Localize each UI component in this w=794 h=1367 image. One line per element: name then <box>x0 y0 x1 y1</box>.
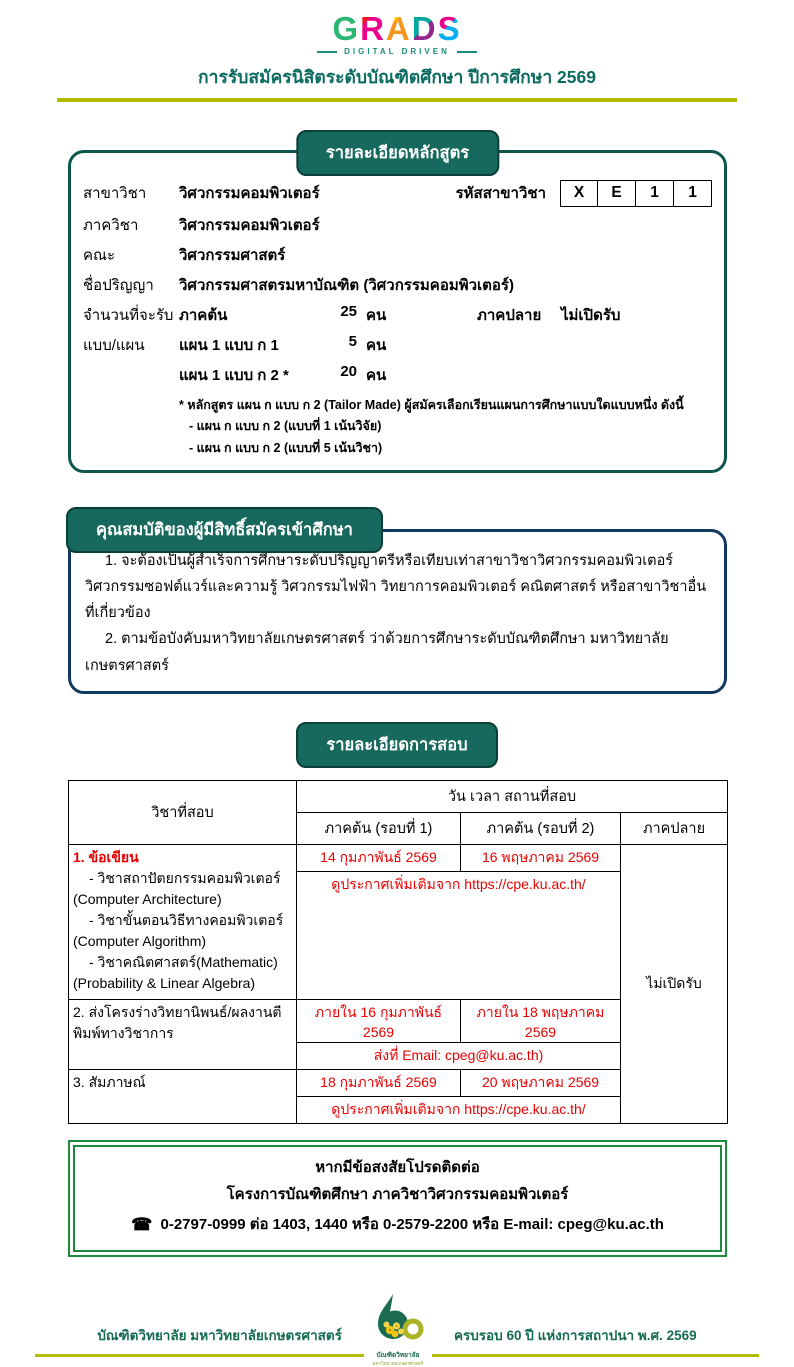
intake-term1-label: ภาคต้น <box>179 306 228 324</box>
contact-line2: โครงการบัณฑิตศึกษา ภาควิชาวิศวกรรมคอมพิวเตอร์ <box>226 1186 569 1204</box>
exam-col-term1-round2: ภาคต้น (รอบที่ 2) <box>461 812 621 844</box>
plan1-unit: คน <box>366 336 387 354</box>
department-value: วิศวกรรมคอมพิวเตอร์ <box>179 216 320 234</box>
footer-left-text: บัณฑิตวิทยาลัย มหาวิทยาลัยเกษตรศาสตร์ <box>35 1324 364 1357</box>
written-subitem: - วิชาสถาปัตยกรรมคอมพิวเตอร์ <box>89 869 281 886</box>
written-subitem: - วิชาขั้นตอนวิธีทางคอมพิวเตอร์ <box>89 911 284 928</box>
plan2-name: แผน 1 แบบ ก 2 * <box>179 366 289 384</box>
proposal-note: ส่งที่ Email: cpeg@ku.ac.th) <box>297 1042 621 1069</box>
interview-date-round1: 18 กุมภาพันธ์ 2569 <box>297 1069 461 1096</box>
program-row-plan2 <box>83 360 712 390</box>
qualification-item: 2. ตามข้อบังคับมหาวิทยาลัยเกษตรศาสตร์ ว่าด้วยการศึกษาระดับบัณฑิตศึกษา มหาวิทยาลัยเกษตรศาสตร์ <box>85 631 669 674</box>
faculty-value: วิศวกรรมศาสตร์ <box>179 246 286 264</box>
intake-term2-value: ไม่เปิดรับ <box>561 306 621 324</box>
proposal-date-round1: ภายใน 16 กุมภาพันธ์ 2569 <box>297 999 461 1042</box>
written-note: ดูประกาศเพิ่มเติมจาก https://cpe.ku.ac.th/ <box>297 871 621 999</box>
contact-phone-email: 0-2797-0999 ต่อ 1403, 1440 หรือ 0-2579-2200 หรือ E-mail: cpeg@ku.ac.th <box>160 1216 664 1234</box>
interview-date-round2: 20 พฤษภาคม 2569 <box>461 1069 621 1096</box>
program-row-plan1 <box>83 330 712 360</box>
code-cell: 1 <box>636 180 674 207</box>
program-row-department <box>83 210 712 240</box>
footnote-main: * หลักสูตร แผน ก แบบ ก 2 (Tailor Made) ผู้สมัครเลือกเรียนแผนการศึกษาแบบใดแบบหนึ่ง ดังนี้ <box>179 397 684 412</box>
footnote-item: - แผน ก แบบ ก 2 (แบบที่ 1 เน้นวิจัย) <box>189 419 382 434</box>
major-code-label: รหัสสาขาวิชา <box>455 185 546 202</box>
proposal-date-round2: ภายใน 18 พฤษภาคม 2569 <box>461 999 621 1042</box>
plan-label: แบบ/แผน <box>83 336 145 354</box>
exam-header-row-1 <box>69 780 728 812</box>
degree-value: วิศวกรรมศาสตรมหาบัณฑิต (วิศวกรรมคอมพิวเตอร์) <box>179 276 514 294</box>
footnote-item: - แผน ก แบบ ก 2 (แบบที่ 5 เน้นวิชา) <box>189 441 383 456</box>
program-row-intake <box>83 300 712 330</box>
logo-tagline: DIGITAL DRIVEN <box>0 47 794 56</box>
logo-letter-g: G <box>332 10 361 47</box>
program-footnote <box>179 395 712 461</box>
phone-icon: ☎ <box>131 1215 153 1235</box>
plan2-count: 20 <box>340 362 357 380</box>
program-row-degree <box>83 270 712 300</box>
footer-right-text: ครบรอบ 60 ปี แห่งการสถาปนา พ.ศ. 2569 <box>432 1324 759 1357</box>
footer <box>0 1293 794 1366</box>
department-label: ภาควิชา <box>83 216 139 234</box>
faculty-label: คณะ <box>83 246 116 264</box>
60th-logo-icon <box>372 1293 424 1349</box>
code-cell: E <box>598 180 636 207</box>
qualification-item: 1. จะต้องเป็นผู้สำเร็จการศึกษาระดับปริญญาตรีหรือเทียบเท่าสาขาวิชาวิศวกรรมคอมพิวเตอร์ วิศวกรรมซอฟต์แวร์และความรู้ วิศวกรรมไฟฟ้า วิทยาการคอมพิวเตอร์ คณิตศาสตร์ หรือสาขาวิชาอื่นที่เกี่ยวข้อง <box>85 553 707 622</box>
written-subject-cell <box>69 844 297 999</box>
grads-logo <box>0 0 794 56</box>
exam-section-badge: รายละเอียดการสอบ <box>296 722 497 768</box>
title-divider <box>57 98 737 102</box>
intake-term2-label: ภาคปลาย <box>477 306 542 324</box>
code-cell: X <box>560 180 598 207</box>
ku-60th-anniversary-logo <box>372 1293 424 1367</box>
qualifications-section-badge: คุณสมบัติของผู้มีสิทธิ์สมัครเข้าศึกษา <box>66 507 383 553</box>
major-code-group <box>456 180 712 207</box>
contact-line3 <box>81 1209 714 1240</box>
page-title: การรับสมัครนิสิตระดับบัณฑิตศึกษา ปีการศึกษา 2569 <box>198 67 596 87</box>
footer-logo-caption2: มหาวิทยาลัยเกษตรศาสตร์ <box>372 1360 424 1366</box>
program-row-major <box>83 177 712 210</box>
major-code-boxes <box>560 180 712 207</box>
exam-col-term2: ภาคปลาย <box>621 812 728 844</box>
plan1-count: 5 <box>348 332 357 350</box>
logo-letter-s: S <box>437 10 462 47</box>
logo-letter-a: A <box>385 10 412 47</box>
footer-logo-caption: บัณฑิตวิทยาลัย <box>376 1351 420 1359</box>
interview-subject-cell: 3. สัมภาษณ์ <box>69 1069 297 1123</box>
exam-col-subject: วิชาที่สอบ <box>69 780 297 844</box>
term2-closed-cell: ไม่เปิดรับ <box>621 844 728 1123</box>
contact-box <box>68 1140 727 1257</box>
exam-table <box>68 780 728 1124</box>
logo-letter-d: D <box>411 10 438 47</box>
proposal-subject-cell: 2. ส่งโครงร่างวิทยานิพนธ์/ผลงานตีพิมพ์ทางวิชาการ <box>69 999 297 1069</box>
written-subitem: - วิชาคณิตศาสตร์(Mathematic) <box>89 953 278 970</box>
qualifications-box <box>68 529 727 693</box>
exam-section-header <box>0 722 794 768</box>
written-subitem: (Computer Algorithm) <box>73 932 207 949</box>
exam-row-written <box>69 844 728 871</box>
degree-label: ชื่อปริญญา <box>83 276 154 294</box>
interview-note: ดูประกาศเพิ่มเติมจาก https://cpe.ku.ac.th/ <box>297 1096 621 1123</box>
code-cell: 1 <box>674 180 712 207</box>
grads-logo-letters <box>332 12 461 45</box>
exam-col-datetime: วัน เวลา สถานที่สอบ <box>297 780 728 812</box>
program-section <box>68 143 727 474</box>
program-box <box>68 150 727 474</box>
plan2-unit: คน <box>366 366 387 384</box>
written-date-round2: 16 พฤษภาคม 2569 <box>461 844 621 871</box>
program-section-badge: รายละเอียดหลักสูตร <box>296 130 499 176</box>
logo-letter-r: R <box>360 10 386 47</box>
written-subitem: (Probability & Linear Algebra) <box>73 974 256 991</box>
program-row-faculty <box>83 240 712 270</box>
written-date-round1: 14 กุมภาพันธ์ 2569 <box>297 844 461 871</box>
major-label: สาขาวิชา <box>83 185 147 202</box>
exam-col-term1-round1: ภาคต้น (รอบที่ 1) <box>297 812 461 844</box>
intake-term1-unit: คน <box>366 306 387 324</box>
intake-term1-count: 25 <box>340 302 357 320</box>
intake-label: จำนวนที่จะรับ <box>83 306 174 324</box>
written-subitem: (Computer Architecture) <box>73 890 222 907</box>
qualifications-section <box>68 521 727 693</box>
major-value: วิศวกรรมคอมพิวเตอร์ <box>179 185 320 202</box>
written-title: 1. ข้อเขียน <box>73 848 139 865</box>
contact-line1: หากมีข้อสงสัยโปรดติดต่อ <box>315 1158 480 1176</box>
plan1-name: แผน 1 แบบ ก 1 <box>179 336 279 354</box>
